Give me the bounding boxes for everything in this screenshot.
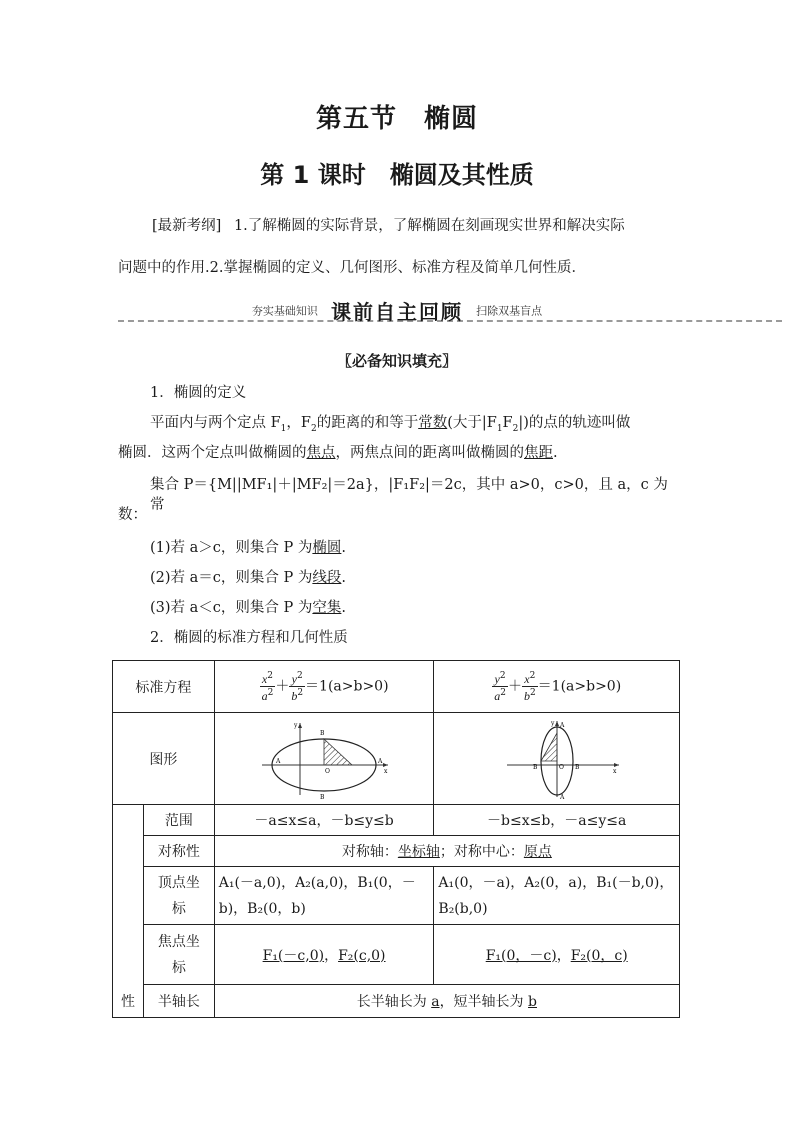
equation-horizontal: $\frac{x^2}{a^2}$ ＋ $\frac{y^2}{b^2}$ ＝1(a>b>0) [214, 661, 434, 713]
def-paragraph-2: 椭圆．这两个定点叫做椭圆的焦点，两焦点间的距离叫做椭圆的焦距. [118, 445, 558, 461]
svg-text:x: x [612, 767, 617, 775]
symmetry-value: 对称轴：坐标轴；对称中心：原点 [214, 836, 679, 867]
svg-text:A: A [559, 793, 565, 801]
range-horizontal: －a≤x≤a，－b≤y≤b [214, 805, 434, 836]
table-row [113, 805, 680, 836]
row-label-range: 范围 [143, 805, 214, 836]
svg-text:B: B [574, 763, 580, 771]
case-3: (3)若 a＜c，则集合 P 为空集. [150, 600, 346, 616]
row-label-focus: 焦点坐 标 [143, 925, 214, 985]
table-row [113, 925, 680, 985]
figure-horizontal-ellipse [214, 713, 434, 805]
section-heading: 〖必备知识填充〗 [336, 352, 458, 370]
row-label-vertex: 顶点坐 标 [143, 867, 214, 925]
section-title: 第五节 椭圆 [315, 104, 478, 134]
ellipse-properties-table [112, 660, 680, 1018]
table-row [113, 867, 680, 925]
equation-vertical: $\frac{y^2}{a^2}$ ＋ $\frac{x^2}{b^2}$ ＝1(a>b>0) [434, 661, 680, 713]
svg-text:B: B [320, 793, 325, 801]
svg-text:y: y [550, 719, 555, 727]
vertex-vertical: A₁(0，－a)，A₂(0，a)，B₁(－b,0)， B₂(b,0) [434, 867, 680, 925]
syllabus-tag: [最新考纲] [152, 218, 222, 234]
table-row [113, 985, 680, 1018]
def-heading: 1．椭圆的定义 [150, 385, 247, 401]
svg-text:B: B [320, 729, 325, 737]
svg-text:A: A [276, 757, 281, 765]
figure-vertical-ellipse [434, 713, 680, 805]
svg-text:A: A [378, 757, 383, 765]
case-2: (2)若 a＝c，则集合 P 为线段. [150, 570, 346, 586]
svg-text:O: O [558, 763, 564, 771]
def-paragraph-1: 平面内与两个定点 $F_1$，$F_2$的距离的和等于常数(大于$|F_1F_2|$)的点的轨迹叫做 [150, 415, 631, 434]
focus-horizontal: F₁(－c,0)，F₂(c,0) [214, 925, 434, 985]
svg-text:B: B [532, 763, 538, 771]
vertical-ellipse-diagram [487, 717, 627, 801]
table-row [113, 836, 680, 867]
set-definition-line-1: 集合 P＝{M||MF₁|＋|MF₂|＝2a}，|F₁F₂|＝2c，其中 a>0，c>0，且 a，c 为常 [150, 477, 668, 513]
horizontal-ellipse-diagram [254, 717, 394, 801]
case-1: (1)若 a＞c，则集合 P 为椭圆. [150, 540, 346, 556]
semi-axis-value: 长半轴长为 a，短半轴长为 b [214, 985, 679, 1018]
row-label-figure: 图形 [113, 713, 215, 805]
svg-text:A: A [559, 721, 565, 729]
table-row [113, 713, 680, 805]
row-label-symmetry: 对称性 [143, 836, 214, 867]
lesson-title: 第 1 课时 椭圆及其性质 [260, 161, 534, 189]
range-vertical: －b≤x≤b，－a≤y≤a [434, 805, 680, 836]
row-label-semi-axis: 半轴长 [143, 985, 214, 1018]
props-heading: 2．椭圆的标准方程和几何性质 [150, 630, 348, 646]
svg-text:y: y [294, 721, 298, 729]
side-label: 性 [113, 985, 144, 1018]
set-definition-line-2: 数： [118, 507, 147, 523]
row-label-equation: 标准方程 [113, 661, 215, 713]
table-row [113, 661, 680, 713]
syllabus-line-2: 问题中的作用.2.掌握椭圆的定义、几何图形、标准方程及简单几何性质． [118, 260, 586, 276]
svg-text:O: O [325, 767, 330, 775]
syllabus-line-1: [最新考纲] 1.了解椭圆的实际背景，了解椭圆在刻画现实世界和解决实际 [152, 218, 625, 234]
side-column [113, 805, 144, 985]
vertex-horizontal: A₁(－a,0)，A₂(a,0)，B₁(0，－ b)，B₂(0，b) [214, 867, 434, 925]
focus-vertical: F₁(0，－c)，F₂(0，c) [434, 925, 680, 985]
svg-text:x: x [384, 767, 388, 775]
section-banner: 夯实基础知识 课前自主回顾 扫除双基盲点 [251, 300, 543, 324]
